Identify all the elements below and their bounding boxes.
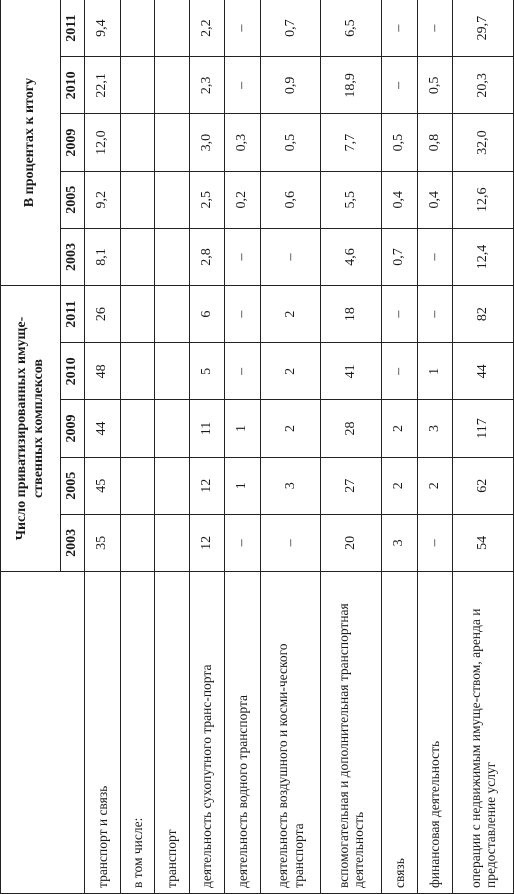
count-cell	[155, 400, 190, 457]
percent-cell: 0,9	[260, 57, 321, 114]
year-header: 2009	[61, 114, 85, 171]
count-cell: 6	[189, 286, 225, 343]
count-cell	[120, 514, 155, 571]
table-row	[382, 0, 418, 894]
percent-cell: 0,4	[382, 171, 418, 228]
percent-cell	[120, 228, 155, 285]
percent-cell: 0,4	[417, 171, 453, 228]
row-label: деятельность воздушного и косми-ческого транспорта	[260, 572, 321, 894]
year-header: 2010	[61, 57, 85, 114]
percent-cell: 0,5	[417, 57, 453, 114]
row-label: в том числе:	[120, 572, 155, 894]
percent-cell: 9,4	[85, 0, 121, 57]
count-cell: –	[417, 514, 453, 571]
count-cell: 1	[225, 400, 261, 457]
row-label: деятельность водного транспорта	[225, 572, 261, 894]
count-cell: 2	[260, 286, 321, 343]
percent-cell: –	[382, 57, 418, 114]
count-cell	[120, 343, 155, 400]
count-cell: 48	[85, 343, 121, 400]
percent-cell: 0,7	[382, 228, 418, 285]
count-cell: 2	[382, 400, 418, 457]
percent-cell	[155, 114, 190, 171]
count-cell: 11	[189, 400, 225, 457]
year-header: 2011	[61, 0, 85, 57]
count-cell: –	[382, 286, 418, 343]
count-cell	[155, 457, 190, 514]
year-header: 2003	[61, 514, 85, 571]
percent-cell: 0,8	[417, 114, 453, 171]
percent-cell: 0,2	[225, 171, 261, 228]
count-cell: 45	[85, 457, 121, 514]
count-cell: –	[225, 286, 261, 343]
table-row	[120, 0, 155, 894]
count-cell: 54	[453, 514, 514, 571]
percent-cell: 0,5	[260, 114, 321, 171]
row-label: транспорт	[155, 572, 190, 894]
year-header: 2005	[61, 171, 85, 228]
count-cell	[120, 457, 155, 514]
count-group-header: Число приватизированных имуще-ственных комплексов	[1, 286, 61, 572]
percent-cell	[155, 228, 190, 285]
count-cell: 44	[85, 400, 121, 457]
percent-cell: 2,2	[189, 0, 225, 57]
count-cell: 35	[85, 514, 121, 571]
count-cell: 18	[321, 286, 382, 343]
percent-cell: 12,0	[85, 114, 121, 171]
count-cell: 5	[189, 343, 225, 400]
count-cell: 3	[417, 400, 453, 457]
count-cell: –	[225, 343, 261, 400]
count-cell: –	[260, 514, 321, 571]
percent-cell: –	[417, 228, 453, 285]
percent-cell: 7,7	[321, 114, 382, 171]
percent-cell: 0,6	[260, 171, 321, 228]
percent-cell: –	[382, 0, 418, 57]
row-label: связь	[382, 572, 418, 894]
year-header: 2011	[61, 286, 85, 343]
count-cell: 44	[453, 343, 514, 400]
count-cell: 28	[321, 400, 382, 457]
percent-cell: 0,5	[382, 114, 418, 171]
percent-cell: 22,1	[85, 57, 121, 114]
count-cell: 62	[453, 457, 514, 514]
percent-cell: 2,5	[189, 171, 225, 228]
percent-cell: –	[225, 57, 261, 114]
count-cell: 26	[85, 286, 121, 343]
percent-cell	[120, 57, 155, 114]
table-row	[321, 0, 382, 894]
percent-cell: 3,0	[189, 114, 225, 171]
row-label: вспомогательная и дополнительная транспортная деятельность	[321, 572, 382, 894]
year-header: 2009	[61, 400, 85, 457]
count-cell: 20	[321, 514, 382, 571]
percent-cell: –	[417, 0, 453, 57]
percent-cell	[155, 57, 190, 114]
percent-cell: –	[225, 228, 261, 285]
count-cell: 117	[453, 400, 514, 457]
percent-cell: 32,0	[453, 114, 514, 171]
percent-cell: 2,8	[189, 228, 225, 285]
percent-cell: 8,1	[85, 228, 121, 285]
percent-cell: 12,6	[453, 171, 514, 228]
table-row	[189, 0, 225, 894]
percent-cell: –	[225, 0, 261, 57]
row-label: финансовая деятельность	[417, 572, 453, 894]
row-label: операции с недвижимым имуще-ством, аренда и предоставление услуг	[453, 572, 514, 894]
label-header-cell	[1, 572, 85, 894]
count-cell: 2	[382, 457, 418, 514]
count-cell: 1	[225, 457, 261, 514]
count-cell: –	[417, 286, 453, 343]
count-cell: 2	[260, 400, 321, 457]
percent-cell: 6,5	[321, 0, 382, 57]
count-cell	[120, 286, 155, 343]
group-header-row	[1, 0, 61, 894]
percent-cell: 0,3	[225, 114, 261, 171]
percent-cell	[120, 171, 155, 228]
percent-cell	[155, 171, 190, 228]
count-cell: 3	[382, 514, 418, 571]
count-cell: 12	[189, 457, 225, 514]
count-cell: 3	[260, 457, 321, 514]
count-cell	[155, 343, 190, 400]
count-cell: 2	[260, 343, 321, 400]
table-row	[453, 0, 514, 894]
percent-cell	[120, 0, 155, 57]
table-row	[85, 0, 121, 894]
count-cell: 27	[321, 457, 382, 514]
table-row	[260, 0, 321, 894]
count-cell: 12	[189, 514, 225, 571]
percent-cell: 12,4	[453, 228, 514, 285]
row-label: транспорт и связь	[85, 572, 121, 894]
year-header: 2010	[61, 343, 85, 400]
count-cell: –	[382, 343, 418, 400]
percent-cell: 2,3	[189, 57, 225, 114]
table-row	[155, 0, 190, 894]
percent-cell	[120, 114, 155, 171]
count-cell: 2	[417, 457, 453, 514]
percent-cell	[155, 0, 190, 57]
percent-cell: –	[260, 228, 321, 285]
percent-cell: 0,7	[260, 0, 321, 57]
count-cell: 1	[417, 343, 453, 400]
count-cell	[155, 514, 190, 571]
count-cell: 41	[321, 343, 382, 400]
percent-cell: 4,6	[321, 228, 382, 285]
percent-cell: 20,3	[453, 57, 514, 114]
percent-cell: 29,7	[453, 0, 514, 57]
count-cell: 82	[453, 286, 514, 343]
percent-cell: 9,2	[85, 171, 121, 228]
table-row	[417, 0, 453, 894]
row-label: деятельность сухопутного транс-порта	[189, 572, 225, 894]
count-cell	[120, 400, 155, 457]
percent-cell: 5,5	[321, 171, 382, 228]
count-cell: –	[225, 514, 261, 571]
percent-group-header: В процентах к итогу	[1, 0, 61, 286]
year-header: 2003	[61, 228, 85, 285]
percent-cell: 18,9	[321, 57, 382, 114]
count-cell	[155, 286, 190, 343]
table-row	[225, 0, 261, 894]
year-header: 2005	[61, 457, 85, 514]
